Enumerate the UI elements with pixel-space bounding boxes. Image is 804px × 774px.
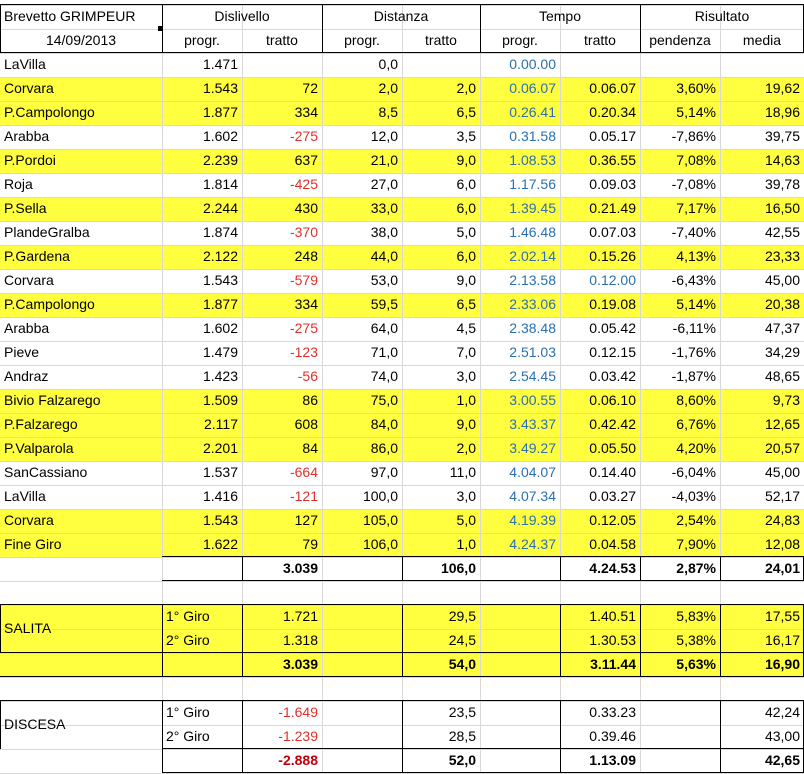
average-speed[interactable]: 52,17 [764,488,800,504]
time-cumulative[interactable]: 2.33.06 [509,296,556,312]
time-segment[interactable]: 0.36.55 [589,152,636,168]
distance-cumulative[interactable]: 2,0 [378,80,398,96]
altitude-cumulative[interactable]: 2.239 [202,152,238,168]
discesa-average[interactable]: 43,00 [764,728,800,744]
altitude-segment[interactable]: -579 [289,272,318,288]
salita-time[interactable]: 1.40.51 [589,608,636,624]
distance-cumulative[interactable]: 71,0 [370,344,398,360]
gradient[interactable]: -7,86% [671,128,716,144]
distance-segment[interactable]: 3,0 [456,488,476,504]
altitude-cumulative[interactable]: 1.479 [202,344,238,360]
altitude-segment[interactable]: 608 [294,416,318,432]
altitude-segment[interactable]: -56 [297,368,318,384]
station-name[interactable]: Arabba [4,128,50,144]
column-subheader[interactable]: pendenza [649,32,711,48]
time-segment[interactable]: 0.05.42 [589,320,636,336]
total-altitude[interactable]: 3.039 [282,560,318,576]
altitude-segment[interactable]: 248 [294,248,318,264]
altitude-cumulative[interactable]: 1.877 [202,296,238,312]
station-name[interactable]: P.Valparola [4,440,74,456]
altitude-cumulative[interactable]: 2.201 [202,440,238,456]
altitude-cumulative[interactable]: 1.543 [202,80,238,96]
distance-segment[interactable]: 9,0 [456,272,476,288]
time-segment[interactable]: 0.05.17 [589,128,636,144]
discesa-distance[interactable]: 23,5 [448,704,476,720]
altitude-cumulative[interactable]: 1.416 [202,488,238,504]
time-cumulative[interactable]: 4.04.07 [509,464,556,480]
time-cumulative[interactable]: 0.31.58 [509,128,556,144]
altitude-segment[interactable]: -664 [289,464,318,480]
gradient[interactable]: 5,14% [676,296,716,312]
altitude-cumulative[interactable]: 1.543 [202,272,238,288]
time-cumulative[interactable]: 1.39.45 [509,200,556,216]
time-segment[interactable]: 0.05.50 [589,440,636,456]
station-name[interactable]: Corvara [4,272,54,288]
gradient[interactable]: -6,11% [672,320,716,336]
time-segment[interactable]: 0.12.15 [589,344,636,360]
time-cumulative[interactable]: 2.02.14 [509,248,556,264]
time-cumulative[interactable]: 0.00.00 [509,56,556,72]
gradient[interactable]: 7,08% [676,152,716,168]
salita-lap[interactable]: 1° Giro [166,608,210,624]
station-name[interactable]: LaVilla [4,488,46,504]
salita-distance[interactable]: 24,5 [448,632,476,648]
distance-segment[interactable]: 6,0 [456,248,476,264]
average-speed[interactable]: 9,73 [772,392,800,408]
discesa-lap[interactable]: 2° Giro [166,728,210,744]
altitude-segment[interactable] [242,53,322,77]
time-segment[interactable]: 0.07.03 [589,224,636,240]
altitude-cumulative[interactable]: 1.509 [202,392,238,408]
station-name[interactable]: Pieve [4,344,40,360]
time-cumulative[interactable]: 3.49.27 [509,440,556,456]
time-cumulative[interactable]: 2.51.03 [509,344,556,360]
altitude-segment[interactable]: 637 [294,152,318,168]
distance-cumulative[interactable]: 12,0 [370,128,398,144]
salita-gradient[interactable]: 5,83% [676,608,716,624]
gradient[interactable]: -6,04% [671,464,716,480]
distance-segment[interactable]: 3,5 [456,128,476,144]
discesa-altitude[interactable]: -1.649 [278,704,318,720]
altitude-segment[interactable]: 79 [302,536,318,552]
gradient[interactable]: 3,60% [676,80,716,96]
distance-cumulative[interactable]: 97,0 [370,464,398,480]
altitude-cumulative[interactable]: 1.471 [202,56,238,72]
distance-segment[interactable]: 6,0 [456,200,476,216]
average-speed[interactable]: 20,38 [764,296,800,312]
salita-time[interactable]: 1.30.53 [589,632,636,648]
average-speed[interactable]: 45,00 [764,272,800,288]
salita-altitude[interactable]: 1.721 [282,608,318,624]
station-name[interactable]: SanCassiano [4,464,88,480]
gradient[interactable]: 8,60% [676,392,716,408]
gradient[interactable]: -4,03% [671,488,716,504]
discesa-time[interactable]: 0.33.23 [589,704,636,720]
time-segment[interactable]: 0.21.49 [589,200,636,216]
total-gradient[interactable]: 2,87% [676,560,716,576]
altitude-cumulative[interactable]: 1.877 [202,104,238,120]
station-name[interactable]: Fine Giro [4,536,62,552]
discesa-total-average[interactable]: 42,65 [764,752,800,768]
time-cumulative[interactable]: 0.26.41 [509,104,556,120]
gradient[interactable]: 2,54% [676,512,716,528]
distance-segment[interactable]: 3,0 [456,368,476,384]
altitude-segment[interactable]: 334 [294,104,318,120]
sheet-date[interactable]: 14/09/2013 [45,32,117,48]
discesa-time[interactable]: 0.39.46 [589,728,636,744]
altitude-cumulative[interactable]: 2.117 [204,416,238,432]
discesa-lap[interactable]: 1° Giro [166,704,210,720]
altitude-segment[interactable]: 430 [294,200,318,216]
distance-segment[interactable]: 4,5 [456,320,476,336]
altitude-segment[interactable]: 334 [294,296,318,312]
distance-cumulative[interactable]: 105,0 [362,512,398,528]
distance-cumulative[interactable]: 59,5 [370,296,398,312]
discesa-total-altitude[interactable]: -2.888 [278,752,318,768]
column-line [162,653,163,677]
column-subheader[interactable]: progr. [184,32,220,48]
station-name[interactable]: Corvara [4,80,54,96]
station-name[interactable]: P.Falzarego [4,416,78,432]
salita-total-distance[interactable]: 54,0 [448,656,476,672]
column-group-header[interactable]: Risultato [694,8,750,24]
gradient[interactable]: -1,76% [671,344,716,360]
time-segment[interactable]: 0.03.27 [589,488,636,504]
distance-cumulative[interactable]: 27,0 [370,176,398,192]
distance-segment[interactable] [402,53,480,77]
time-cumulative[interactable]: 1.17.56 [509,176,556,192]
column-group-header[interactable]: Dislivello [214,8,270,24]
distance-cumulative[interactable]: 100,0 [362,488,398,504]
average-speed[interactable]: 12,08 [764,536,800,552]
average-speed[interactable]: 23,33 [764,248,800,264]
salita-total-average[interactable]: 16,90 [764,656,800,672]
column-subheader[interactable]: tratto [425,32,457,48]
gradient[interactable]: 5,14% [676,104,716,120]
station-name[interactable]: P.Gardena [4,248,70,264]
altitude-segment[interactable]: 127 [294,512,318,528]
discesa-total-distance[interactable]: 52,0 [448,752,476,768]
station-name[interactable]: Andraz [4,368,49,384]
salita-average[interactable]: 17,55 [764,608,800,624]
distance-cumulative[interactable]: 75,0 [370,392,398,408]
altitude-cumulative[interactable]: 1.537 [202,464,238,480]
station-name[interactable]: P.Pordoi [4,152,56,168]
distance-cumulative[interactable]: 0,0 [378,56,398,72]
station-name[interactable]: PlandeGralba [4,224,90,240]
salita-total-altitude[interactable]: 3.039 [282,656,318,672]
time-cumulative[interactable]: 1.08.53 [509,152,556,168]
total-time[interactable]: 4.24.53 [589,560,636,576]
altitude-segment[interactable]: 84 [302,440,318,456]
station-name[interactable]: Bivio Falzarego [4,392,101,408]
distance-segment[interactable]: 11,0 [449,464,476,480]
gradient[interactable]: -7,40% [671,224,716,240]
salita-distance[interactable]: 29,5 [448,608,476,624]
discesa-total-time[interactable]: 1.13.09 [589,752,636,768]
time-segment[interactable]: 0.42.42 [589,416,636,432]
distance-cumulative[interactable]: 53,0 [370,272,398,288]
average-speed[interactable]: 14,63 [764,152,800,168]
distance-segment[interactable]: 6,5 [456,104,476,120]
altitude-segment[interactable]: -370 [289,224,318,240]
gradient[interactable]: 7,90% [676,536,716,552]
discesa-altitude[interactable]: -1.239 [278,728,318,744]
time-segment[interactable]: 0.20.34 [589,104,636,120]
distance-segment[interactable]: 7,0 [456,344,476,360]
salita-lap[interactable]: 2° Giro [166,632,210,648]
average-speed[interactable]: 39,78 [764,176,800,192]
distance-segment[interactable]: 5,0 [456,224,476,240]
time-segment[interactable] [560,53,640,77]
altitude-segment[interactable]: -123 [289,344,318,360]
average-speed[interactable]: 16,50 [764,200,800,216]
gradient[interactable]: 4,20% [676,440,716,456]
sheet-title[interactable]: Brevetto GRIMPEUR [4,8,136,24]
gradient[interactable]: -6,43% [671,272,716,288]
distance-cumulative[interactable]: 86,0 [370,440,398,456]
salita-altitude[interactable]: 1.318 [282,632,318,648]
time-cumulative[interactable]: 4.07.34 [509,488,556,504]
average-speed[interactable]: 39,75 [764,128,800,144]
distance-segment[interactable]: 6,5 [456,296,476,312]
gradient[interactable]: 6,76% [676,416,716,432]
distance-cumulative[interactable]: 106,0 [362,536,398,552]
average-speed[interactable] [720,53,804,77]
average-speed[interactable]: 45,00 [764,464,800,480]
discesa-average[interactable]: 42,24 [764,704,800,720]
distance-segment[interactable]: 2,0 [456,80,476,96]
distance-cumulative[interactable]: 33,0 [370,200,398,216]
salita-total-gradient[interactable]: 5,63% [676,656,716,672]
distance-segment[interactable]: 1,0 [456,392,476,408]
time-segment[interactable]: 0.14.40 [589,464,636,480]
altitude-cumulative[interactable]: 1.423 [202,368,238,384]
time-segment[interactable]: 0.19.08 [589,296,636,312]
average-speed[interactable]: 24,83 [764,512,800,528]
distance-segment[interactable]: 2,0 [456,440,476,456]
time-cumulative[interactable]: 3.00.55 [509,392,556,408]
time-cumulative[interactable]: 0.06.07 [509,80,556,96]
average-speed[interactable]: 19,62 [764,80,800,96]
altitude-cumulative[interactable]: 1.602 [202,320,238,336]
column-subheader[interactable]: tratto [266,32,298,48]
station-name[interactable]: P.Sella [4,200,47,216]
column-line [162,749,163,773]
distance-segment[interactable]: 9,0 [456,416,476,432]
station-name[interactable]: P.Campolongo [4,104,95,120]
altitude-cumulative[interactable]: 2.244 [202,200,238,216]
average-speed[interactable]: 34,29 [764,344,800,360]
time-segment[interactable]: 0.03.42 [589,368,636,384]
altitude-cumulative[interactable]: 1.814 [202,176,238,192]
distance-cumulative[interactable]: 74,0 [370,368,398,384]
column-subheader[interactable]: progr. [344,32,380,48]
total-distance[interactable]: 106,0 [440,560,476,576]
altitude-segment[interactable]: 86 [302,392,318,408]
average-speed[interactable]: 18,96 [764,104,800,120]
altitude-segment[interactable]: -425 [289,176,318,192]
time-cumulative[interactable]: 4.24.37 [509,536,556,552]
salita-total-time[interactable]: 3.11.44 [590,656,636,672]
altitude-segment[interactable]: -275 [289,320,318,336]
gradient[interactable]: -1,87% [671,368,716,384]
discesa-distance[interactable]: 28,5 [448,728,476,744]
distance-segment[interactable]: 9,0 [456,152,476,168]
time-segment[interactable]: 0.09.03 [589,176,636,192]
altitude-cumulative[interactable]: 2.122 [202,248,238,264]
altitude-cumulative[interactable]: 1.622 [202,536,238,552]
column-group-header[interactable]: Distanza [373,8,429,24]
time-segment[interactable]: 0.15.26 [589,248,636,264]
altitude-cumulative[interactable]: 1.602 [202,128,238,144]
time-cumulative[interactable]: 2.54.45 [509,368,556,384]
station-name[interactable]: LaVilla [4,56,46,72]
altitude-cumulative[interactable]: 1.874 [202,224,238,240]
altitude-segment[interactable]: 72 [302,80,318,96]
altitude-segment[interactable]: -121 [289,488,318,504]
salita-average[interactable]: 16,17 [764,632,800,648]
time-segment[interactable]: 0.06.07 [589,80,636,96]
distance-segment[interactable]: 5,0 [456,512,476,528]
gradient[interactable]: 4,13% [676,248,716,264]
salita-label[interactable]: SALITA [4,620,52,636]
discesa-label[interactable]: DISCESA [4,716,66,732]
time-cumulative[interactable]: 1.46.48 [509,224,556,240]
time-segment[interactable]: 0.04.58 [589,536,636,552]
gradient[interactable]: -7,08% [671,176,716,192]
distance-segment[interactable]: 1,0 [456,536,476,552]
gradient[interactable] [640,53,720,77]
time-cumulative[interactable]: 4.19.39 [509,512,556,528]
gradient[interactable]: 7,17% [676,200,716,216]
station-name[interactable]: Arabba [4,320,50,336]
average-speed[interactable]: 12,65 [764,416,800,432]
distance-cumulative[interactable]: 84,0 [370,416,398,432]
distance-cumulative[interactable]: 21,0 [370,152,398,168]
time-cumulative[interactable]: 2.38.48 [509,320,556,336]
selection-handle[interactable] [158,26,163,31]
time-segment[interactable]: 0.06.10 [589,392,636,408]
column-group-header[interactable]: Tempo [538,8,582,24]
total-average[interactable]: 24,01 [764,560,800,576]
column-subheader[interactable]: progr. [502,32,538,48]
average-speed[interactable]: 42,55 [764,224,800,240]
distance-cumulative[interactable]: 8,5 [378,104,398,120]
average-speed[interactable]: 47,37 [764,320,800,336]
column-subheader[interactable]: tratto [584,32,616,48]
time-cumulative[interactable]: 2.13.58 [509,272,556,288]
time-segment[interactable]: 0.12.05 [589,512,636,528]
altitude-cumulative[interactable]: 1.543 [202,512,238,528]
average-speed[interactable]: 48,65 [764,368,800,384]
time-segment[interactable]: 0.12.00 [589,272,636,288]
distance-cumulative[interactable]: 38,0 [370,224,398,240]
distance-segment[interactable]: 6,0 [456,176,476,192]
station-name[interactable]: Roja [4,176,33,192]
column-subheader[interactable]: media [742,32,782,48]
time-cumulative[interactable]: 3.43.37 [509,416,556,432]
distance-cumulative[interactable]: 44,0 [370,248,398,264]
average-speed[interactable]: 20,57 [764,440,800,456]
distance-cumulative[interactable]: 64,0 [370,320,398,336]
station-name[interactable]: P.Campolongo [4,296,95,312]
altitude-segment[interactable]: -275 [289,128,318,144]
station-name[interactable]: Corvara [4,512,54,528]
salita-gradient[interactable]: 5,38% [676,632,716,648]
